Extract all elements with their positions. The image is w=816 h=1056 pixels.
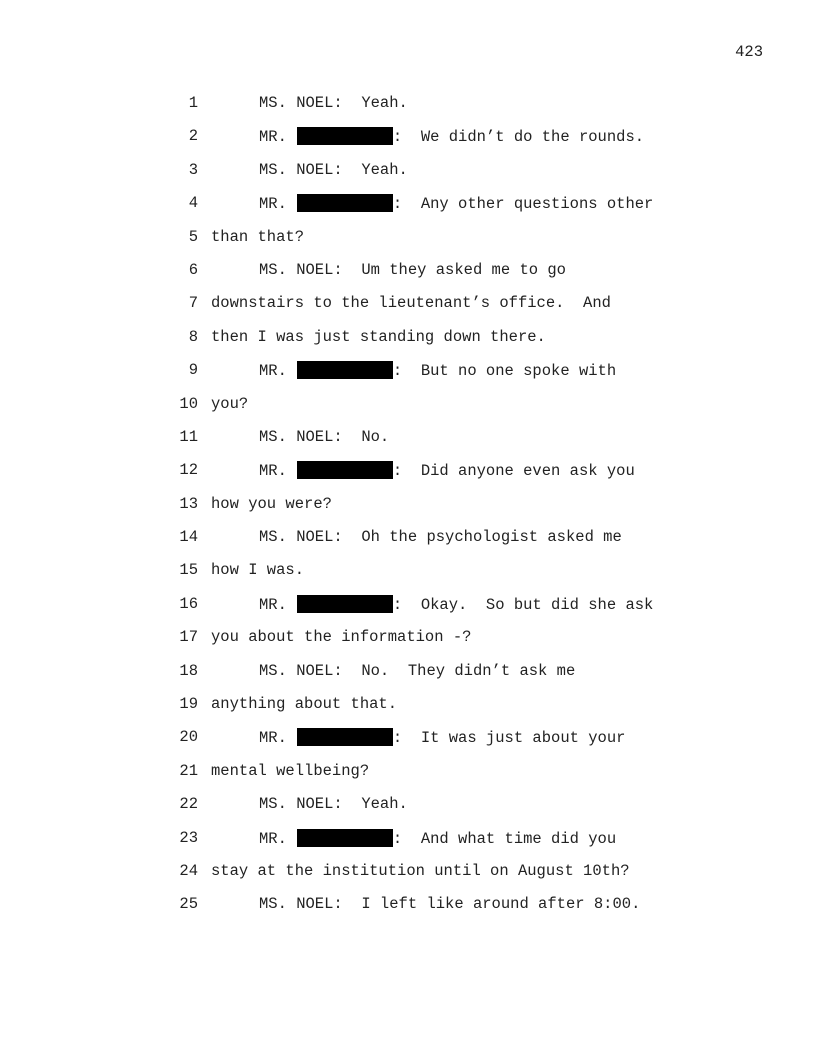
transcript-line bbox=[0, 728, 816, 761]
line-number: 18 bbox=[179, 661, 198, 680]
line-text bbox=[259, 194, 653, 213]
transcript-line bbox=[0, 395, 816, 428]
line-text bbox=[259, 94, 408, 112]
spoken-text: stay at the institution until on August 10th? bbox=[211, 861, 630, 880]
redaction-bar bbox=[297, 461, 393, 479]
line-text bbox=[211, 294, 611, 312]
line-text bbox=[211, 328, 546, 346]
line-number: 22 bbox=[179, 795, 198, 814]
transcript-line bbox=[0, 428, 816, 461]
transcript-line bbox=[0, 161, 816, 194]
line-text bbox=[259, 895, 640, 913]
spoken-text: I left like around after 8:00. bbox=[361, 895, 641, 914]
transcript-line bbox=[0, 528, 816, 561]
line-number: 9 bbox=[188, 361, 198, 380]
transcript-line bbox=[0, 895, 816, 928]
line-text bbox=[211, 395, 248, 413]
line-text bbox=[259, 728, 625, 747]
line-number: 4 bbox=[188, 194, 198, 213]
speaker-colon: : bbox=[392, 128, 421, 147]
line-number: 17 bbox=[179, 628, 198, 647]
transcript-line bbox=[0, 228, 816, 261]
speaker-label: MS. NOEL: bbox=[259, 160, 343, 179]
line-text bbox=[211, 762, 369, 780]
line-number: 16 bbox=[179, 594, 198, 613]
line-text bbox=[259, 461, 635, 480]
page-number: 423 bbox=[735, 43, 763, 61]
transcript-line bbox=[0, 662, 816, 695]
spoken-text: downstairs to the lieutenant’s office. And bbox=[211, 294, 611, 313]
speaker-label: MR. bbox=[259, 362, 287, 381]
line-number: 24 bbox=[179, 861, 198, 880]
line-text bbox=[259, 428, 389, 446]
speaker-colon: : bbox=[392, 462, 421, 481]
transcript-line bbox=[0, 328, 816, 361]
transcript-line bbox=[0, 862, 816, 895]
line-text bbox=[259, 595, 653, 614]
transcript-line bbox=[0, 261, 816, 294]
spoken-text: Did anyone even ask you bbox=[420, 462, 635, 481]
speaker-colon: : bbox=[392, 729, 421, 748]
line-text bbox=[211, 495, 332, 513]
transcript-line bbox=[0, 762, 816, 795]
line-text bbox=[259, 528, 622, 546]
redaction-bar bbox=[297, 829, 393, 847]
line-text bbox=[211, 628, 471, 646]
line-number: 11 bbox=[179, 427, 198, 446]
spoken-text: Um they asked me to go bbox=[361, 260, 566, 279]
speaker-colon: : bbox=[392, 829, 421, 848]
spoken-text: And what time did you bbox=[420, 829, 617, 848]
redaction-bar bbox=[297, 595, 393, 613]
line-text bbox=[211, 228, 304, 246]
spoken-text: It was just about your bbox=[420, 729, 626, 748]
transcript-line bbox=[0, 561, 816, 594]
line-number: 21 bbox=[179, 761, 198, 780]
spoken-text: than that? bbox=[211, 227, 305, 246]
spoken-text: how you were? bbox=[211, 494, 332, 513]
transcript-line bbox=[0, 294, 816, 327]
spoken-text: Okay. So but did she ask bbox=[420, 595, 654, 614]
transcript-line bbox=[0, 795, 816, 828]
line-number: 3 bbox=[188, 160, 198, 179]
transcript-line bbox=[0, 94, 816, 127]
transcript-line bbox=[0, 829, 816, 862]
spoken-text: Oh the psychologist asked me bbox=[361, 528, 622, 547]
line-number: 6 bbox=[188, 260, 198, 279]
spoken-text: anything about that. bbox=[211, 695, 398, 714]
line-text bbox=[259, 795, 408, 813]
line-number: 2 bbox=[188, 127, 198, 146]
line-text bbox=[259, 829, 616, 848]
line-text bbox=[259, 127, 644, 146]
redaction-bar bbox=[297, 127, 393, 145]
line-number: 13 bbox=[179, 494, 198, 513]
spoken-text: Yeah. bbox=[361, 94, 408, 112]
line-text bbox=[259, 662, 575, 680]
line-number: 12 bbox=[179, 461, 198, 480]
speaker-label: MR. bbox=[259, 462, 287, 481]
redaction-bar bbox=[297, 194, 393, 212]
line-number: 7 bbox=[188, 294, 198, 313]
line-number: 5 bbox=[188, 227, 198, 246]
line-number: 25 bbox=[179, 895, 198, 914]
line-number: 15 bbox=[179, 561, 198, 580]
transcript-body bbox=[0, 94, 816, 929]
line-text bbox=[259, 161, 408, 179]
speaker-label: MS. NOEL: bbox=[259, 528, 343, 547]
transcript-line bbox=[0, 361, 816, 394]
spoken-text: how I was. bbox=[211, 561, 305, 580]
speaker-colon: : bbox=[392, 195, 421, 214]
spoken-text: No. They didn’t ask me bbox=[361, 661, 576, 680]
spoken-text: you about the information -? bbox=[211, 628, 472, 647]
spoken-text: Any other questions other bbox=[420, 195, 654, 214]
spoken-text: But no one spoke with bbox=[420, 362, 617, 381]
line-text bbox=[259, 261, 566, 279]
line-number: 8 bbox=[188, 327, 198, 346]
speaker-label: MS. NOEL: bbox=[259, 795, 343, 814]
speaker-label: MR. bbox=[259, 195, 287, 214]
line-number: 1 bbox=[188, 94, 198, 112]
spoken-text: then I was just standing down there. bbox=[211, 327, 546, 346]
transcript-line bbox=[0, 127, 816, 160]
spoken-text: Yeah. bbox=[361, 795, 408, 814]
redaction-bar bbox=[297, 728, 393, 746]
line-text bbox=[211, 561, 304, 579]
transcript-line bbox=[0, 695, 816, 728]
line-text bbox=[211, 862, 630, 880]
spoken-text: We didn’t do the rounds. bbox=[420, 128, 645, 147]
redaction-bar bbox=[297, 361, 393, 379]
speaker-colon: : bbox=[392, 362, 421, 381]
speaker-label: MS. NOEL: bbox=[259, 661, 343, 680]
speaker-label: MS. NOEL: bbox=[259, 94, 343, 112]
speaker-colon: : bbox=[392, 595, 421, 614]
speaker-label: MS. NOEL: bbox=[259, 427, 343, 446]
transcript-line bbox=[0, 495, 816, 528]
spoken-text: mental wellbeing? bbox=[211, 761, 370, 780]
speaker-label: MR. bbox=[259, 595, 287, 614]
speaker-label: MS. NOEL: bbox=[259, 260, 343, 279]
spoken-text: you? bbox=[211, 394, 249, 413]
transcript-line bbox=[0, 595, 816, 628]
spoken-text: Yeah. bbox=[361, 160, 408, 179]
line-number: 14 bbox=[179, 528, 198, 547]
speaker-label: MS. NOEL: bbox=[259, 895, 343, 914]
line-number: 10 bbox=[179, 394, 198, 413]
line-number: 20 bbox=[179, 728, 198, 747]
transcript-line bbox=[0, 461, 816, 494]
spoken-text: No. bbox=[361, 427, 390, 446]
speaker-label: MR. bbox=[259, 829, 287, 848]
line-number: 19 bbox=[179, 695, 198, 714]
line-text bbox=[211, 695, 397, 713]
line-text bbox=[259, 361, 616, 380]
line-number: 23 bbox=[179, 828, 198, 847]
transcript-line bbox=[0, 628, 816, 661]
speaker-label: MR. bbox=[259, 128, 287, 147]
transcript-line bbox=[0, 194, 816, 227]
speaker-label: MR. bbox=[259, 729, 287, 748]
